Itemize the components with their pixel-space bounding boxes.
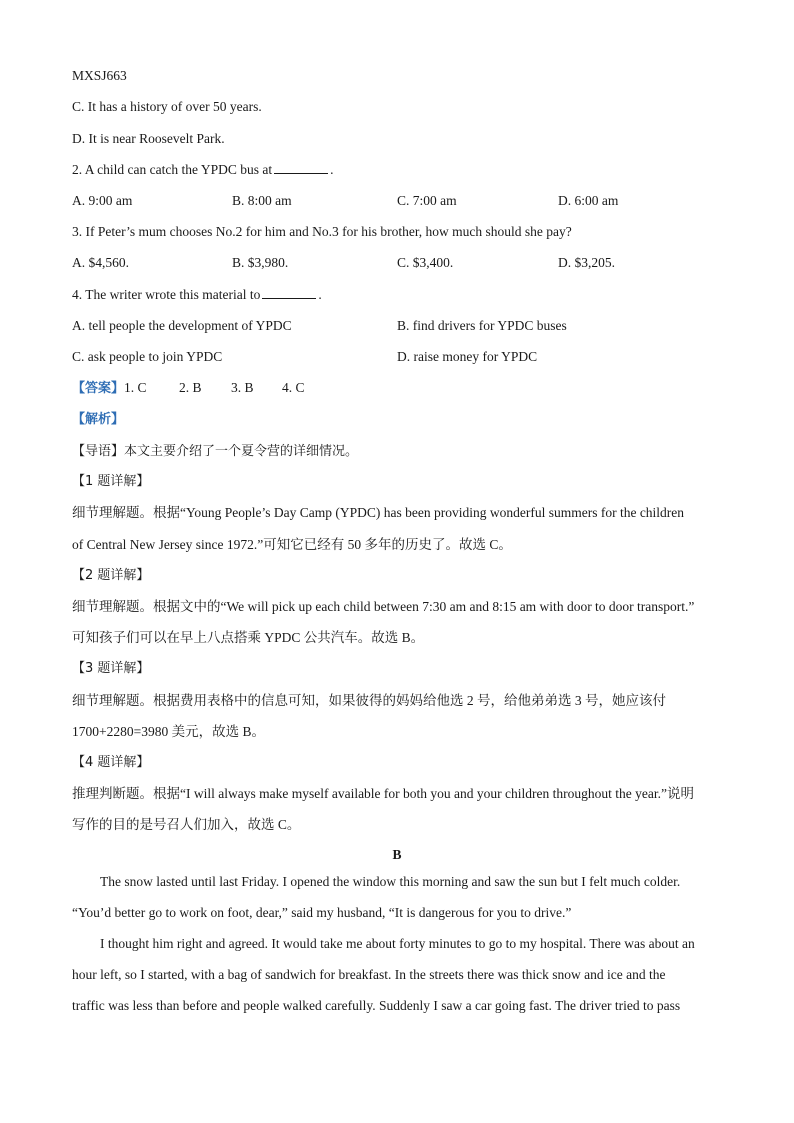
q4-stem-end: . — [318, 287, 322, 302]
q4-option-a: A. tell people the development of YPDC — [72, 318, 292, 333]
detail3-label: 【3 题详解】 — [72, 661, 150, 676]
q2-blank — [274, 161, 328, 174]
answer-item-1: 1. C — [124, 380, 147, 395]
detail2-label: 【2 题详解】 — [72, 568, 150, 583]
section-b-p2-line3: traffic was less than before and people walked carefully. Suddenly I saw a car going fast. The driver tried to pass — [72, 998, 681, 1013]
q4-stem-text: 4. The writer wrote this material to — [72, 287, 261, 302]
section-b-p1-line1: The snow lasted until last Friday. I opened the window this morning and saw the sun but I felt much colder. — [100, 874, 681, 889]
answer-item-2: 2. B — [179, 380, 202, 395]
detail4-line2: 写作的目的是号召人们加入，故选 C。 — [72, 817, 301, 832]
q3-option-c: C. $3,400. — [397, 255, 454, 270]
section-b-p1-line2: “You’d better go to work on foot, dear,” said my husband, “It is dangerous for you to drive.” — [72, 905, 572, 920]
detail3-line1: 细节理解题。根据费用表格中的信息可知，如果彼得的妈妈给他选 2 号，给他弟弟选 3 号，她应该付 — [72, 693, 666, 708]
intro-text: 本文主要介绍了一个夏令营的详细情况。 — [124, 444, 359, 459]
q1-option-d: D. It is near Roosevelt Park. — [72, 131, 225, 146]
q2-stem-text: 2. A child can catch the YPDC bus at — [72, 162, 273, 177]
q4-option-c: C. ask people to join YPDC — [72, 349, 223, 364]
answer-item-3: 3. B — [231, 380, 254, 395]
detail3-line2: 1700+2280=3980 美元，故选 B。 — [72, 724, 265, 739]
intro-row — [72, 442, 358, 461]
answer-item-4: 4. C — [282, 380, 305, 395]
q2-stem-end: . — [330, 162, 334, 177]
q2-option-a: A. 9:00 am — [72, 193, 133, 208]
detail4-label: 【4 题详解】 — [72, 755, 150, 770]
q3-option-b: B. $3,980. — [232, 255, 289, 270]
q4-blank — [262, 286, 316, 299]
detail1-label: 【1 题详解】 — [72, 474, 150, 489]
section-b-p2-line1: I thought him right and agreed. It would take me about forty minutes to go to my hospital. There was about an — [100, 936, 695, 951]
section-b-title: B — [392, 847, 402, 862]
q3-option-d: D. $3,205. — [558, 255, 615, 270]
q2-option-c: C. 7:00 am — [397, 193, 457, 208]
q1-option-c: C. It has a history of over 50 years. — [72, 99, 262, 114]
answer-row — [72, 379, 147, 398]
intro-label: 【导语】 — [72, 444, 125, 459]
detail1-line2: of Central New Jersey since 1972.”可知它已经有 50 多年的历史了。故选 C。 — [72, 537, 512, 552]
q2-stem — [72, 161, 333, 179]
q4-option-d: D. raise money for YPDC — [397, 349, 538, 364]
q2-option-b: B. 8:00 am — [232, 193, 292, 208]
q3-option-a: A. $4,560. — [72, 255, 129, 270]
detail1-line1: 细节理解题。根据“Young People’s Day Camp (YPDC) has been providing wonderful summers for the children — [72, 505, 685, 520]
detail2-line2: 可知孩子们可以在早上八点搭乘 YPDC 公共汽车。故选 B。 — [72, 630, 425, 645]
section-b-p2-line2: hour left, so I started, with a bag of sandwich for breakfast. In the streets there was thick snow and ice and the — [72, 967, 666, 982]
q3-stem: 3. If Peter’s mum chooses No.2 for him and No.3 for his brother, how much should she pay? — [72, 224, 572, 239]
analysis-label: 【解析】 — [72, 412, 125, 427]
q2-option-d: D. 6:00 am — [558, 193, 619, 208]
detail4-line1: 推理判断题。根据“I will always make myself available for both you and your children throughout the year.”说明 — [72, 786, 694, 801]
q4-stem — [72, 286, 322, 304]
header-code: MXSJ663 — [72, 68, 127, 83]
q4-option-b: B. find drivers for YPDC buses — [397, 318, 567, 333]
detail2-line1: 细节理解题。根据文中的“We will pick up each child between 7:30 am and 8:15 am with door to door transport.” — [72, 599, 695, 614]
answer-label: 【答案】 — [72, 381, 125, 396]
